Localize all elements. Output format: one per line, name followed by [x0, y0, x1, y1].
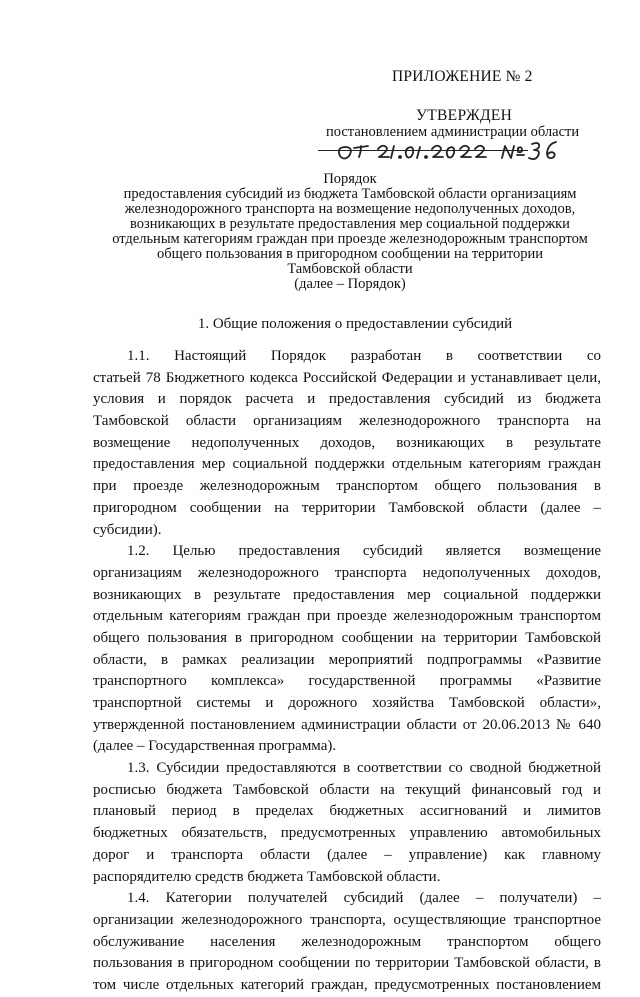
- paragraph-line: 1.3. Субсидии предоставляются в соответствии со сводной бюджетной: [127, 760, 601, 777]
- approved-label: УТВЕРЖДЕН: [416, 107, 513, 124]
- paragraph-line: при проезде железнодорожным транспортом общего пользования в: [93, 478, 601, 495]
- document-title: [60, 172, 640, 292]
- paragraph-line: дорог и транспорта области (далее – управление) как главному: [93, 846, 601, 863]
- title-word: Порядок: [323, 171, 377, 187]
- paragraph-line: том числе отдельных категорий граждан, предусмотренных постановлением: [93, 976, 601, 993]
- paragraph-line: пригородном сообщении на территории Тамбовской области (далее –: [93, 499, 601, 516]
- body-text: [93, 346, 601, 997]
- paragraph-line: 1.2. Целью предоставления субсидий является возмещение: [127, 543, 601, 560]
- paragraph-line: субсидии).: [93, 521, 162, 538]
- paragraph-line: отдельным категориям граждан при проезде железнодорожным транспортом: [93, 608, 601, 625]
- paragraph-line: организации железнодорожного транспорта, осуществляющие транспортное: [93, 911, 601, 928]
- decree-label: постановлением администрации области: [326, 124, 580, 140]
- paragraph-line: росписью бюджета Тамбовской области на текущий финансовый год и: [93, 781, 601, 798]
- paragraph-line: пользования в пригородном сообщении по территории Тамбовской области, в: [93, 955, 601, 972]
- title-line: железнодорожного транспорта на возмещение недополученных доходов,: [124, 201, 576, 217]
- title-line: общего пользования в пригородном сообщении на территории: [156, 246, 544, 262]
- title-line: (далее – Порядок): [294, 276, 406, 292]
- section-heading: 1. Общие положения о предоставлении субсидий: [197, 316, 513, 332]
- paragraph-line: 1.1. Настоящий Порядок разработан в соответствии со: [127, 348, 601, 364]
- paragraph-line: возмещение недополученных доходов, возникающих в результате: [93, 434, 601, 451]
- handwritten-date-signature: [334, 136, 564, 168]
- paragraph-line: Тамбовской области организациям железнодорожного транспорта на: [93, 413, 601, 430]
- paragraph-line: утвержденной постановлением администрации области от 20.06.2013 № 640: [93, 716, 601, 733]
- title-line: предоставления субсидий из бюджета Тамбовской области организациям: [123, 186, 577, 202]
- paragraph-line: транспортной системы и дорожного хозяйства Тамбовской области»,: [93, 695, 601, 711]
- paragraph-line: общего пользования в пригородном сообщении на территории Тамбовской: [93, 629, 601, 646]
- title-line: Тамбовской области: [287, 261, 413, 277]
- paragraph-line: статьей 78 Бюджетного кодекса Российской Федерации и устанавливает цели,: [93, 369, 601, 386]
- paragraph-line: предоставления мер социальной поддержки отдельным категориям граждан: [93, 456, 601, 473]
- paragraph-line: условия и порядок расчета и предоставления субсидий из бюджета: [93, 391, 601, 408]
- paragraph-line: обслуживание населения железнодорожным транспортом общего: [93, 933, 601, 950]
- paragraph-line: транспортного комплекса» государственной программы «Развитие: [93, 673, 601, 690]
- paragraph-line: плановый период в пределах бюджетных ассигнований и лимитов: [93, 803, 601, 820]
- appendix-label: ПРИЛОЖЕНИЕ № 2: [392, 68, 533, 85]
- paragraph-line: организациям железнодорожного транспорта недополученных доходов,: [93, 564, 601, 581]
- paragraph-line: области, в рамках реализации мероприятий подпрограммы «Развитие: [93, 651, 601, 668]
- title-line: возникающих в результате предоставления мер социальной поддержки: [130, 216, 570, 232]
- paragraph-line: 1.4. Категории получателей субсидий (далее – получатели) –: [127, 890, 601, 907]
- paragraph-line: возникающих в результате предоставления мер социальной поддержки: [93, 586, 601, 603]
- paragraph-line: (далее – Государственная программа).: [93, 738, 337, 755]
- paragraph-line: бюджетных обязательств, предусмотренных управлению автомобильных: [93, 825, 601, 842]
- title-line: отдельным категориям граждан при проезде железнодорожным транспортом: [112, 231, 588, 247]
- paragraph-line: распорядителю средств бюджета Тамбовской области.: [93, 868, 441, 885]
